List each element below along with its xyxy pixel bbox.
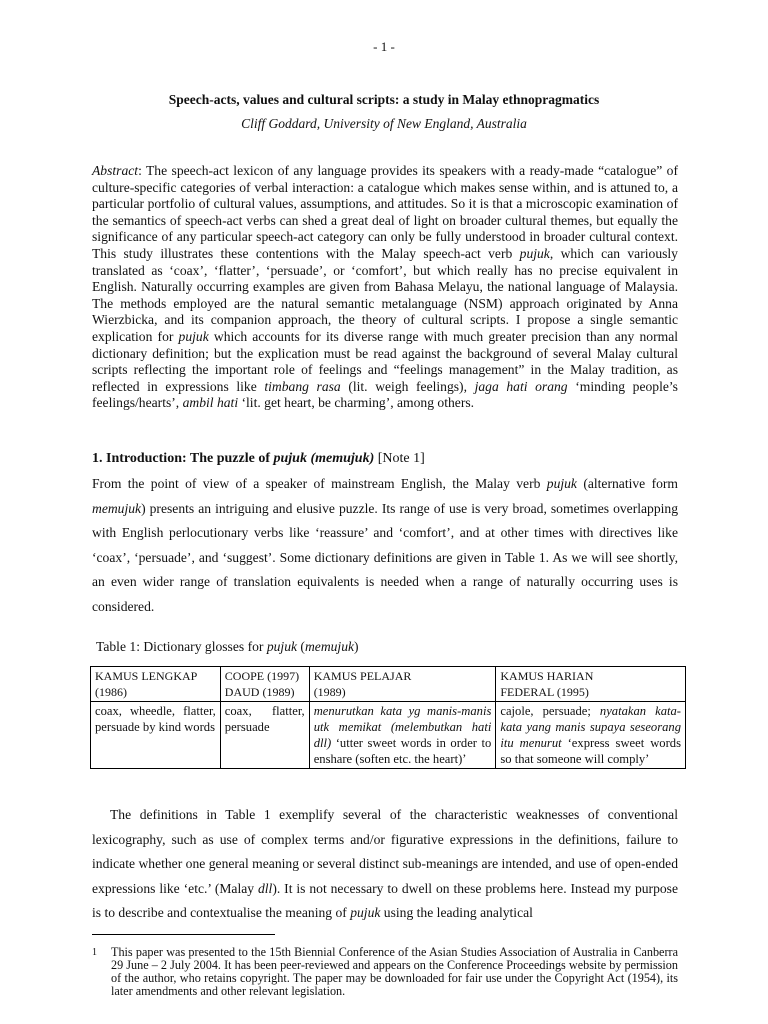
abstract-label: Abstract [92,163,139,178]
dictionary-glosses-table [90,666,686,769]
table-header-cell: KAMUS HARIAN FEDERAL (1995) [496,667,686,702]
table-cell: cajole, persuade; nyatakan kata-kata yang manis supaya seseorang itu menurut ‘express sweet words so that someone will comply’ [496,702,686,769]
footnote-divider [92,934,275,935]
author-line: Cliff Goddard, University of New England, Australia [241,116,527,131]
table-cell: coax, flatter, persuade [220,702,309,769]
footnote [92,946,678,998]
section-heading: 1. Introduction: The puzzle of pujuk (memujuk) [Note 1] [92,451,425,466]
page-number: - 1 - [373,39,395,54]
table-header-cell: COOPE (1997) DAUD (1989) [220,667,309,702]
table-header-cell: KAMUS LENGKAP (1986) [91,667,221,702]
body-paragraph: The definitions in Table 1 exemplify several of the characteristic weaknesses of conventional lexicography, such as use of complex terms and/or figurative expressions in the definitions, failure to indicate whether one general meaning or several distinct sub-meanings are intended, and use of open-ended expressions like ‘etc.’ (Malay dll). It is not necessary to dwell on these problems here. Instead my purpose is to describe and contextualise the meaning of pujuk using the leading analytical [92,807,678,920]
table-header-row [91,667,686,702]
footnote-marker: 1 [92,947,97,958]
table-caption: Table 1: Dictionary glosses for pujuk (memujuk) [96,639,359,654]
table-cell: menurutkan kata yg manis-manis utk memikat (melembutkan hati dll) ‘utter sweet words in order to enshare (soften etc. the heart)’ [309,702,496,769]
table-header-cell: KAMUS PELAJAR (1989) [309,667,496,702]
table-row [91,702,686,769]
footnote-text: This paper was presented to the 15th Biennial Conference of the Asian Studies Association of Australia in Canberra 29 June – 2 July 2004. It has been peer-reviewed and appears on the Conference Proceedings website by permission of the author, who retains copyright. The paper may be downloaded for fair use under the Copyright Act (1954), its later amendments and other relevant legislation. [111,945,678,998]
table-cell: coax, wheedle, flatter, persuade by kind words [91,702,221,769]
intro-paragraph: From the point of view of a speaker of mainstream English, the Malay verb pujuk (alternative form memujuk) presents an intriguing and elusive puzzle. Its range of use is very broad, sometimes overlapping with English perlocutionary verbs like ‘reassure’ and ‘comfort’, and at other times with directives like ‘coax’, ‘persuade’, and ‘suggest’. Some dictionary definitions are given in Table 1. As we will see shortly, an even wider range of translation equivalents is needed when a range of naturally occurring uses is considered. [92,476,678,614]
paper-title: Speech-acts, values and cultural scripts: a study in Malay ethnopragmatics [168,92,600,107]
abstract: Abstract: The speech-act lexicon of any language provides its speakers with a ready-made “catalogue” of culture-specific categories of verbal interaction: a catalogue which makes sense within, and is attuned to, a particular portfolio of cultural values, assumptions, and attitudes. So it is that a microscopic examination of the semantics of speech-act verbs can shed a great deal of light on broader cultural themes, but equally the significance of any particular speech-act category can only be fully understood in broader cultural context. This study illustrates these contentions with the Malay speech-act verb pujuk, which can variously translated as ‘coax’, ‘flatter’, ‘persuade’, or ‘comfort’, but which really has no precise equivalent in English. Naturally occurring examples are given from Bahasa Melayu, the national language of Malaysia. The methods employed are the natural semantic metalanguage (NSM) approach originated by Anna Wierzbicka, and its companion approach, the theory of cultural scripts. I propose a single semantic explication for pujuk which accounts for its diverse range with much greater precision than any normal dictionary definition; but the explication must be read against the background of several Malay cultural scripts reflecting the important role of feelings and “feelings management” in the Malay tradition, as reflected in expressions like timbang rasa (lit. weigh feelings), jaga hati orang ‘minding people’s feelings/hearts’, ambil hati ‘lit. get heart, be charming’, among others. [92,163,679,411]
